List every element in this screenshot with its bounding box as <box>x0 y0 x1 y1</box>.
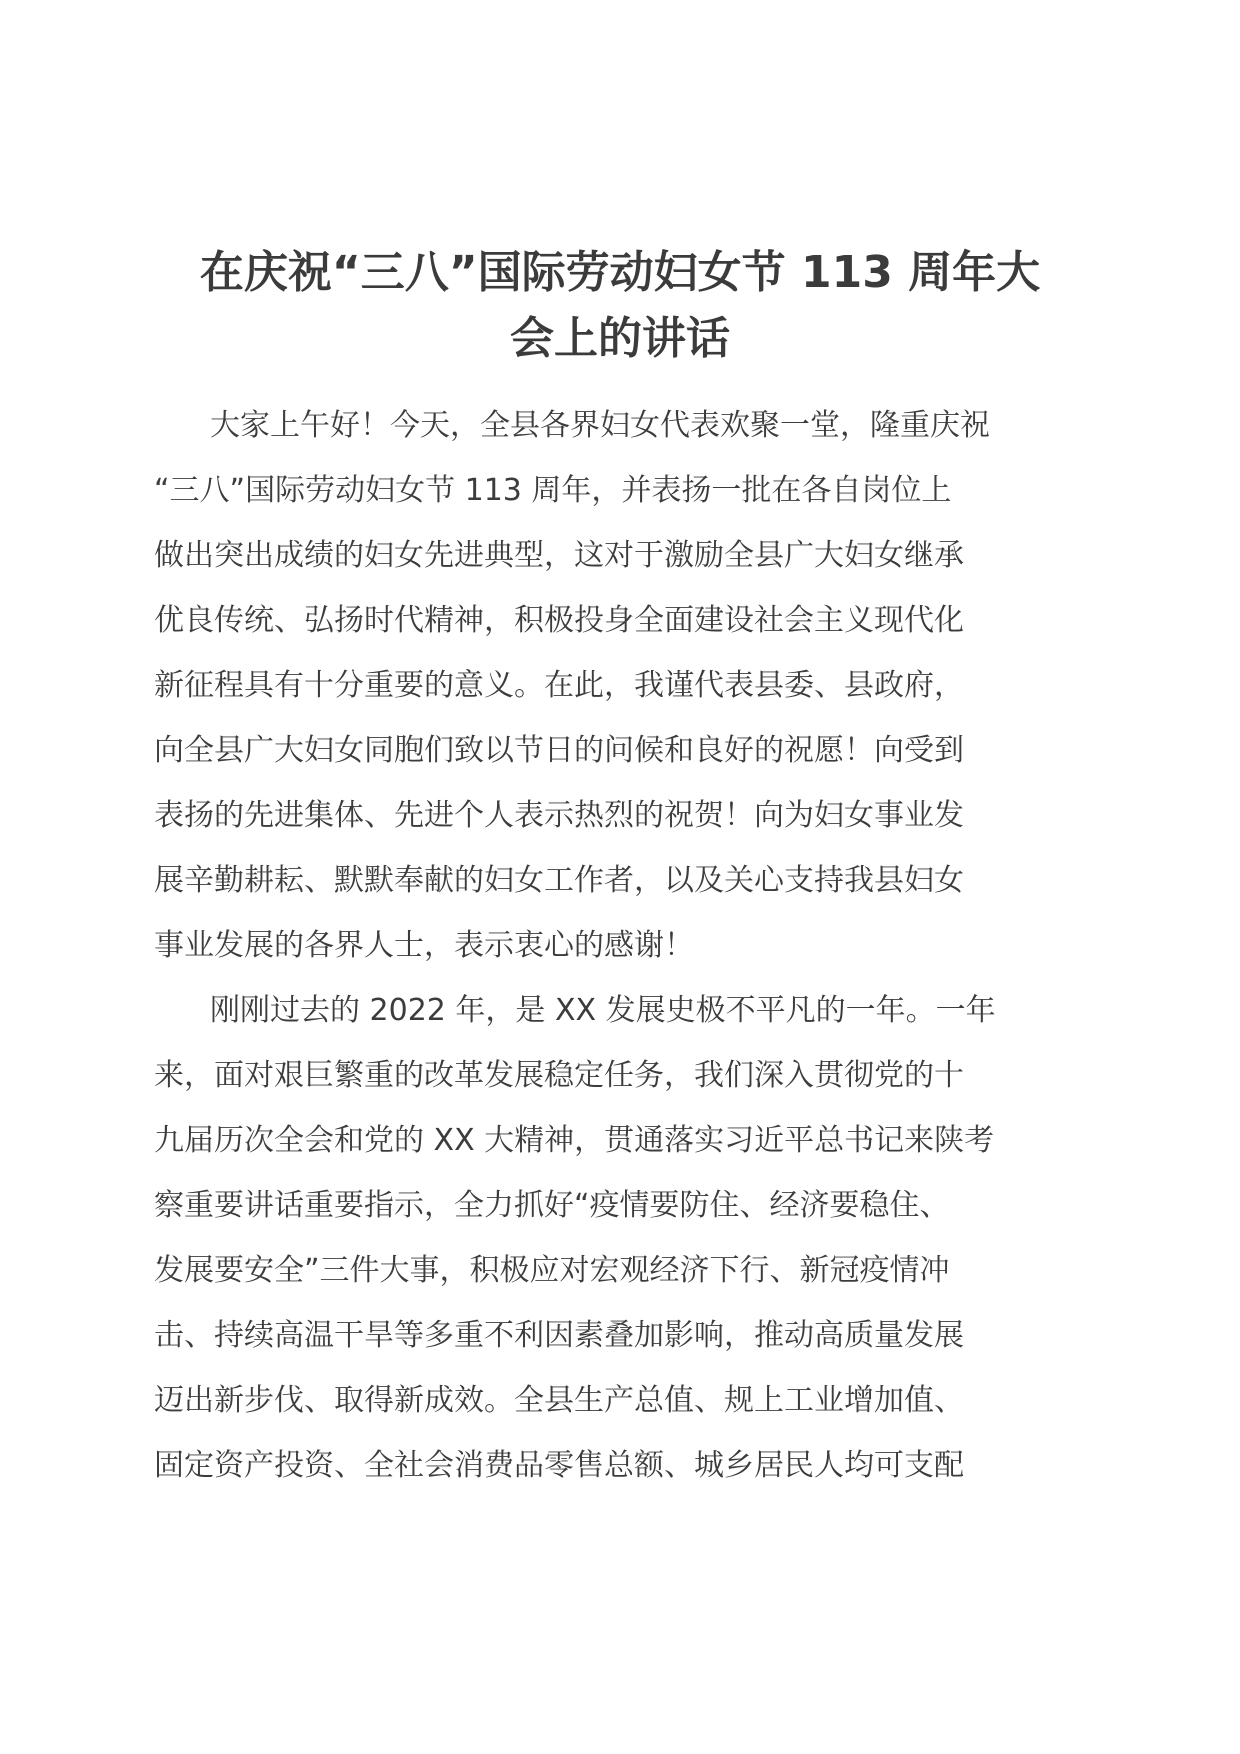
paragraph-line: 察重要讲话重要指示，全力抓好“疫情要防住、经济要稳住、 <box>154 1188 950 1223</box>
paragraph-line: 刚刚过去的 2022 年，是 XX 发展史极不平凡的一年。一年 <box>210 993 996 1028</box>
title-line: 在庆祝“三八”国际劳动妇女节 113 周年大 <box>199 247 1041 298</box>
paragraph-line: “三八”国际劳动妇女节 113 周年，并表扬一批在各自岗位上 <box>154 473 952 508</box>
paragraph-line: 九届历次全会和党的 XX 大精神，贯通落实习近平总书记来陕考 <box>154 1123 995 1158</box>
title-line: 会上的讲话 <box>510 313 730 364</box>
paragraph-line: 优良传统、弘扬时代精神，积极投身全面建设社会主义现代化 <box>154 603 964 638</box>
paragraph-line: 向全县广大妇女同胞们致以节日的问候和良好的祝愿！向受到 <box>154 733 964 768</box>
paragraph-line: 做出突出成绩的妇女先进典型，这对于激励全县广大妇女继承 <box>154 538 964 573</box>
document-title <box>150 240 1090 372</box>
paragraph-line: 表扬的先进集体、先进个人表示热烈的祝贺！向为妇女事业发 <box>154 798 964 833</box>
paragraph-line: 展辛勤耕耘、默默奉献的妇女工作者，以及关心支持我县妇女 <box>154 863 964 898</box>
paragraph-line: 事业发展的各界人士，表示衷心的感谢！ <box>154 928 694 963</box>
paragraph-line: 来，面对艰巨繁重的改革发展稳定任务，我们深入贯彻党的十 <box>154 1058 964 1093</box>
document-body <box>154 393 1094 1498</box>
paragraph-line: 固定资产投资、全社会消费品零售总额、城乡居民人均可支配 <box>154 1448 964 1483</box>
paragraph-line: 迈出新步伐、取得新成效。全县生产总值、规上工业增加值、 <box>154 1383 964 1418</box>
paragraph-line: 击、持续高温干旱等多重不利因素叠加影响，推动高质量发展 <box>154 1318 964 1353</box>
paragraph-line: 发展要安全”三件大事，积极应对宏观经济下行、新冠疫情冲 <box>154 1253 950 1288</box>
paragraph-line: 大家上午好！今天，全县各界妇女代表欢聚一堂，隆重庆祝 <box>210 408 990 443</box>
paragraph <box>154 393 1094 978</box>
paragraph <box>154 978 1094 1498</box>
paragraph-line: 新征程具有十分重要的意义。在此，我谨代表县委、县政府， <box>154 668 964 703</box>
